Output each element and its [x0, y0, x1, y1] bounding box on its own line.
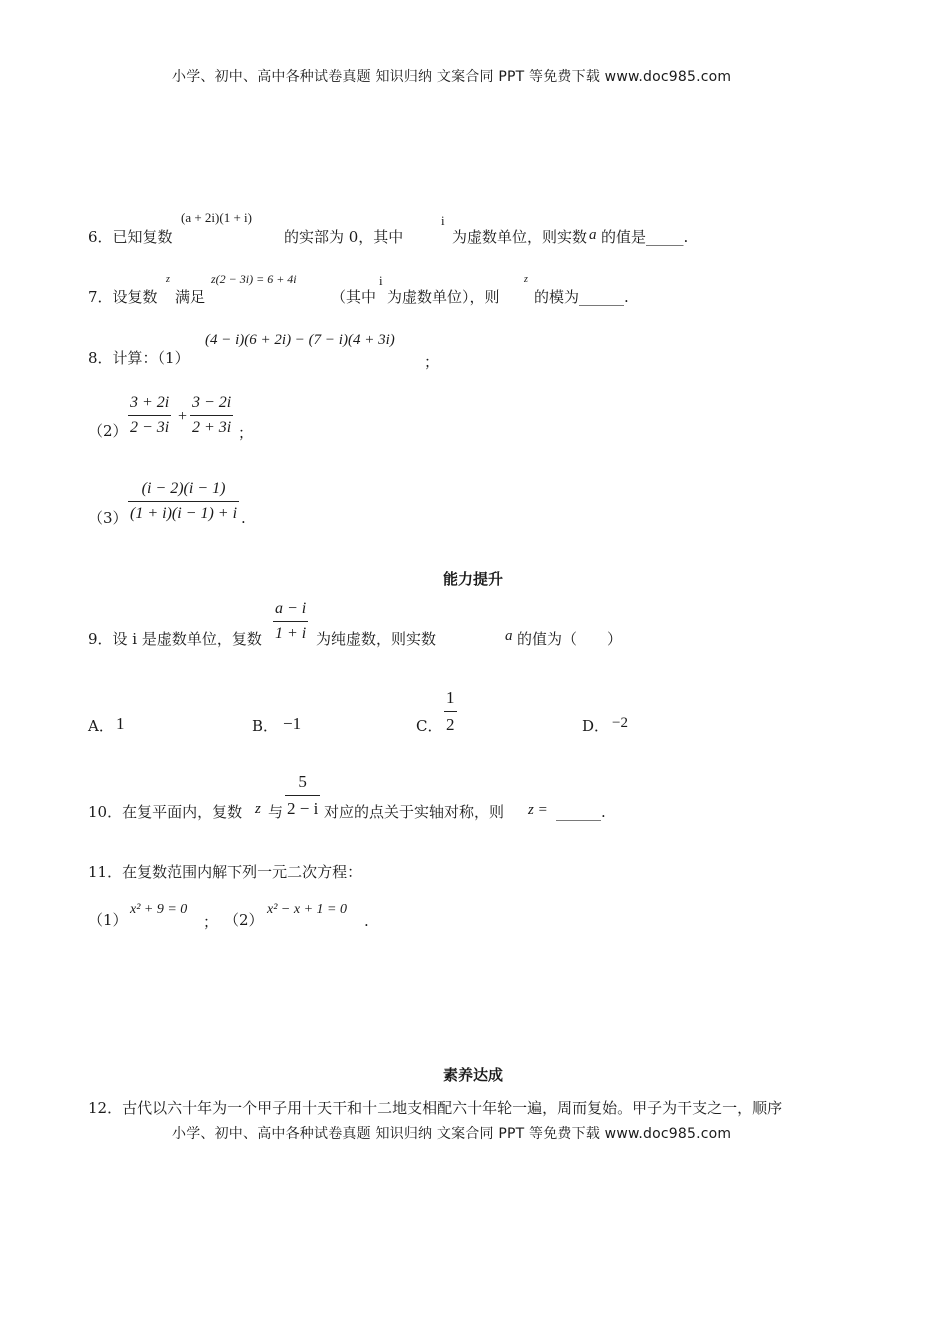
q11-semicolon: ； [203, 913, 219, 931]
q8-part-3-label: （3） [88, 509, 128, 527]
option-c-denominator: 2 [444, 711, 457, 735]
q11-equation-2: x² − x + 1 = 0 [267, 902, 347, 917]
page-header: 小学、初中、高中各种试卷真题 知识归纳 文案合同 PPT 等免费下载 www.doc985.com [172, 69, 732, 85]
option-a-label: A． [88, 717, 114, 735]
q10-fraction-numerator: 5 [298, 772, 307, 791]
q9-text-mid: 为纯虚数，则实数 [316, 630, 437, 648]
q6-text-end: 为虚数单位，则实数 [452, 228, 588, 246]
q8-fraction-2-numerator: 3 − 2i [192, 394, 232, 411]
q8-fraction-2 [190, 394, 233, 437]
q10-number: 10．在复平面内，复数 [88, 803, 243, 821]
q8-part-2-label: （2） [88, 422, 128, 440]
q8-expression-1: (4 − i)(6 + 2i) − (7 − i)(4 + 3i) [205, 332, 395, 348]
q6-var-a: a [589, 227, 597, 243]
section-heading-literacy: 素养达成 [443, 1066, 504, 1084]
q7-tail: 的模为______. [534, 288, 629, 306]
q10-tail: 对应的点关于实轴对称，则 [324, 803, 505, 821]
q11-part-2-label: （2） [224, 911, 264, 929]
q7-imag-unit: i [379, 273, 383, 288]
q7-number: 7．设复数 [88, 288, 158, 306]
q10-fraction [285, 772, 320, 819]
q11-part-1-label: （1） [88, 911, 128, 929]
q8-fraction-1 [128, 394, 171, 437]
option-d-label: D． [582, 717, 610, 735]
q7-paren-close: 为虚数单位），则 [387, 288, 500, 306]
q10-blank: ______. [556, 803, 606, 821]
option-b-label: B． [252, 717, 279, 735]
q8-fraction-2-denominator: 2 + 3i [190, 415, 233, 437]
q8-semicolon-2: ； [238, 424, 254, 442]
q8-plus: + [178, 408, 188, 425]
q8-fraction-3-numerator: (i − 2)(i − 1) [141, 480, 226, 497]
q11-dot: . [364, 912, 369, 930]
q6-tail: 的值是_____. [601, 228, 689, 246]
option-c-label: C． [416, 717, 443, 735]
page-footer: 小学、初中、高中各种试卷真题 知识归纳 文案合同 PPT 等免费下载 www.doc985.com [172, 1126, 732, 1142]
q8-fraction-3-denominator: (1 + i)(i − 1) + i [128, 501, 239, 523]
q9-fraction [273, 600, 308, 643]
q10-text-mid: 与 [268, 803, 284, 821]
q7-var-z2: z [524, 274, 528, 285]
option-c-fraction [444, 688, 457, 735]
q7-expression: z(2 − 3i) = 6 + 4i [211, 272, 297, 286]
q6-text-mid: 的实部为 0，其中 [284, 228, 404, 246]
q6-expression: (a + 2i)(1 + i) [181, 210, 252, 225]
q7-text-mid: 满足 [175, 288, 206, 306]
q10-fraction-denominator: 2 − i [285, 795, 320, 819]
q11-text: 11．在复数范围内解下列一元二次方程： [88, 863, 363, 881]
q8-semicolon-1: ； [424, 353, 440, 371]
q9-fraction-numerator: a − i [275, 600, 307, 617]
q9-fraction-denominator: 1 + i [273, 621, 308, 643]
q6-number: 6．已知复数 [88, 228, 173, 246]
section-heading-ability: 能力提升 [443, 570, 504, 588]
q11-equation-1: x² + 9 = 0 [130, 902, 188, 917]
q8-fraction-1-numerator: 3 + 2i [130, 394, 170, 411]
q8-fraction-3 [128, 480, 239, 523]
option-a-value: 1 [116, 714, 125, 733]
q8-dot: . [241, 509, 246, 527]
q9-var-a: a [505, 628, 513, 644]
question-12: 12．古代以六十年为一个甲子用十天干和十二地支相配六十年轮一遍，周而复始。甲子为干支之一，顺序 [88, 1099, 783, 1117]
q9-number: 9．设 i 是虚数单位，复数 [88, 630, 262, 648]
option-b-value: −1 [283, 714, 302, 733]
q8-number: 8．计算：（1） [88, 349, 190, 367]
q7-paren-open: （其中 [331, 288, 377, 306]
option-c-numerator: 1 [446, 688, 455, 707]
q10-var-z: z [255, 801, 261, 817]
q10-z-equals: z = [528, 802, 548, 818]
q7-var-z: z [166, 274, 170, 285]
q6-imag-unit: i [441, 213, 445, 228]
q8-fraction-1-denominator: 2 − 3i [128, 415, 171, 437]
option-d-value: −2 [612, 715, 628, 731]
q9-tail: 的值为（ ） [517, 630, 623, 648]
